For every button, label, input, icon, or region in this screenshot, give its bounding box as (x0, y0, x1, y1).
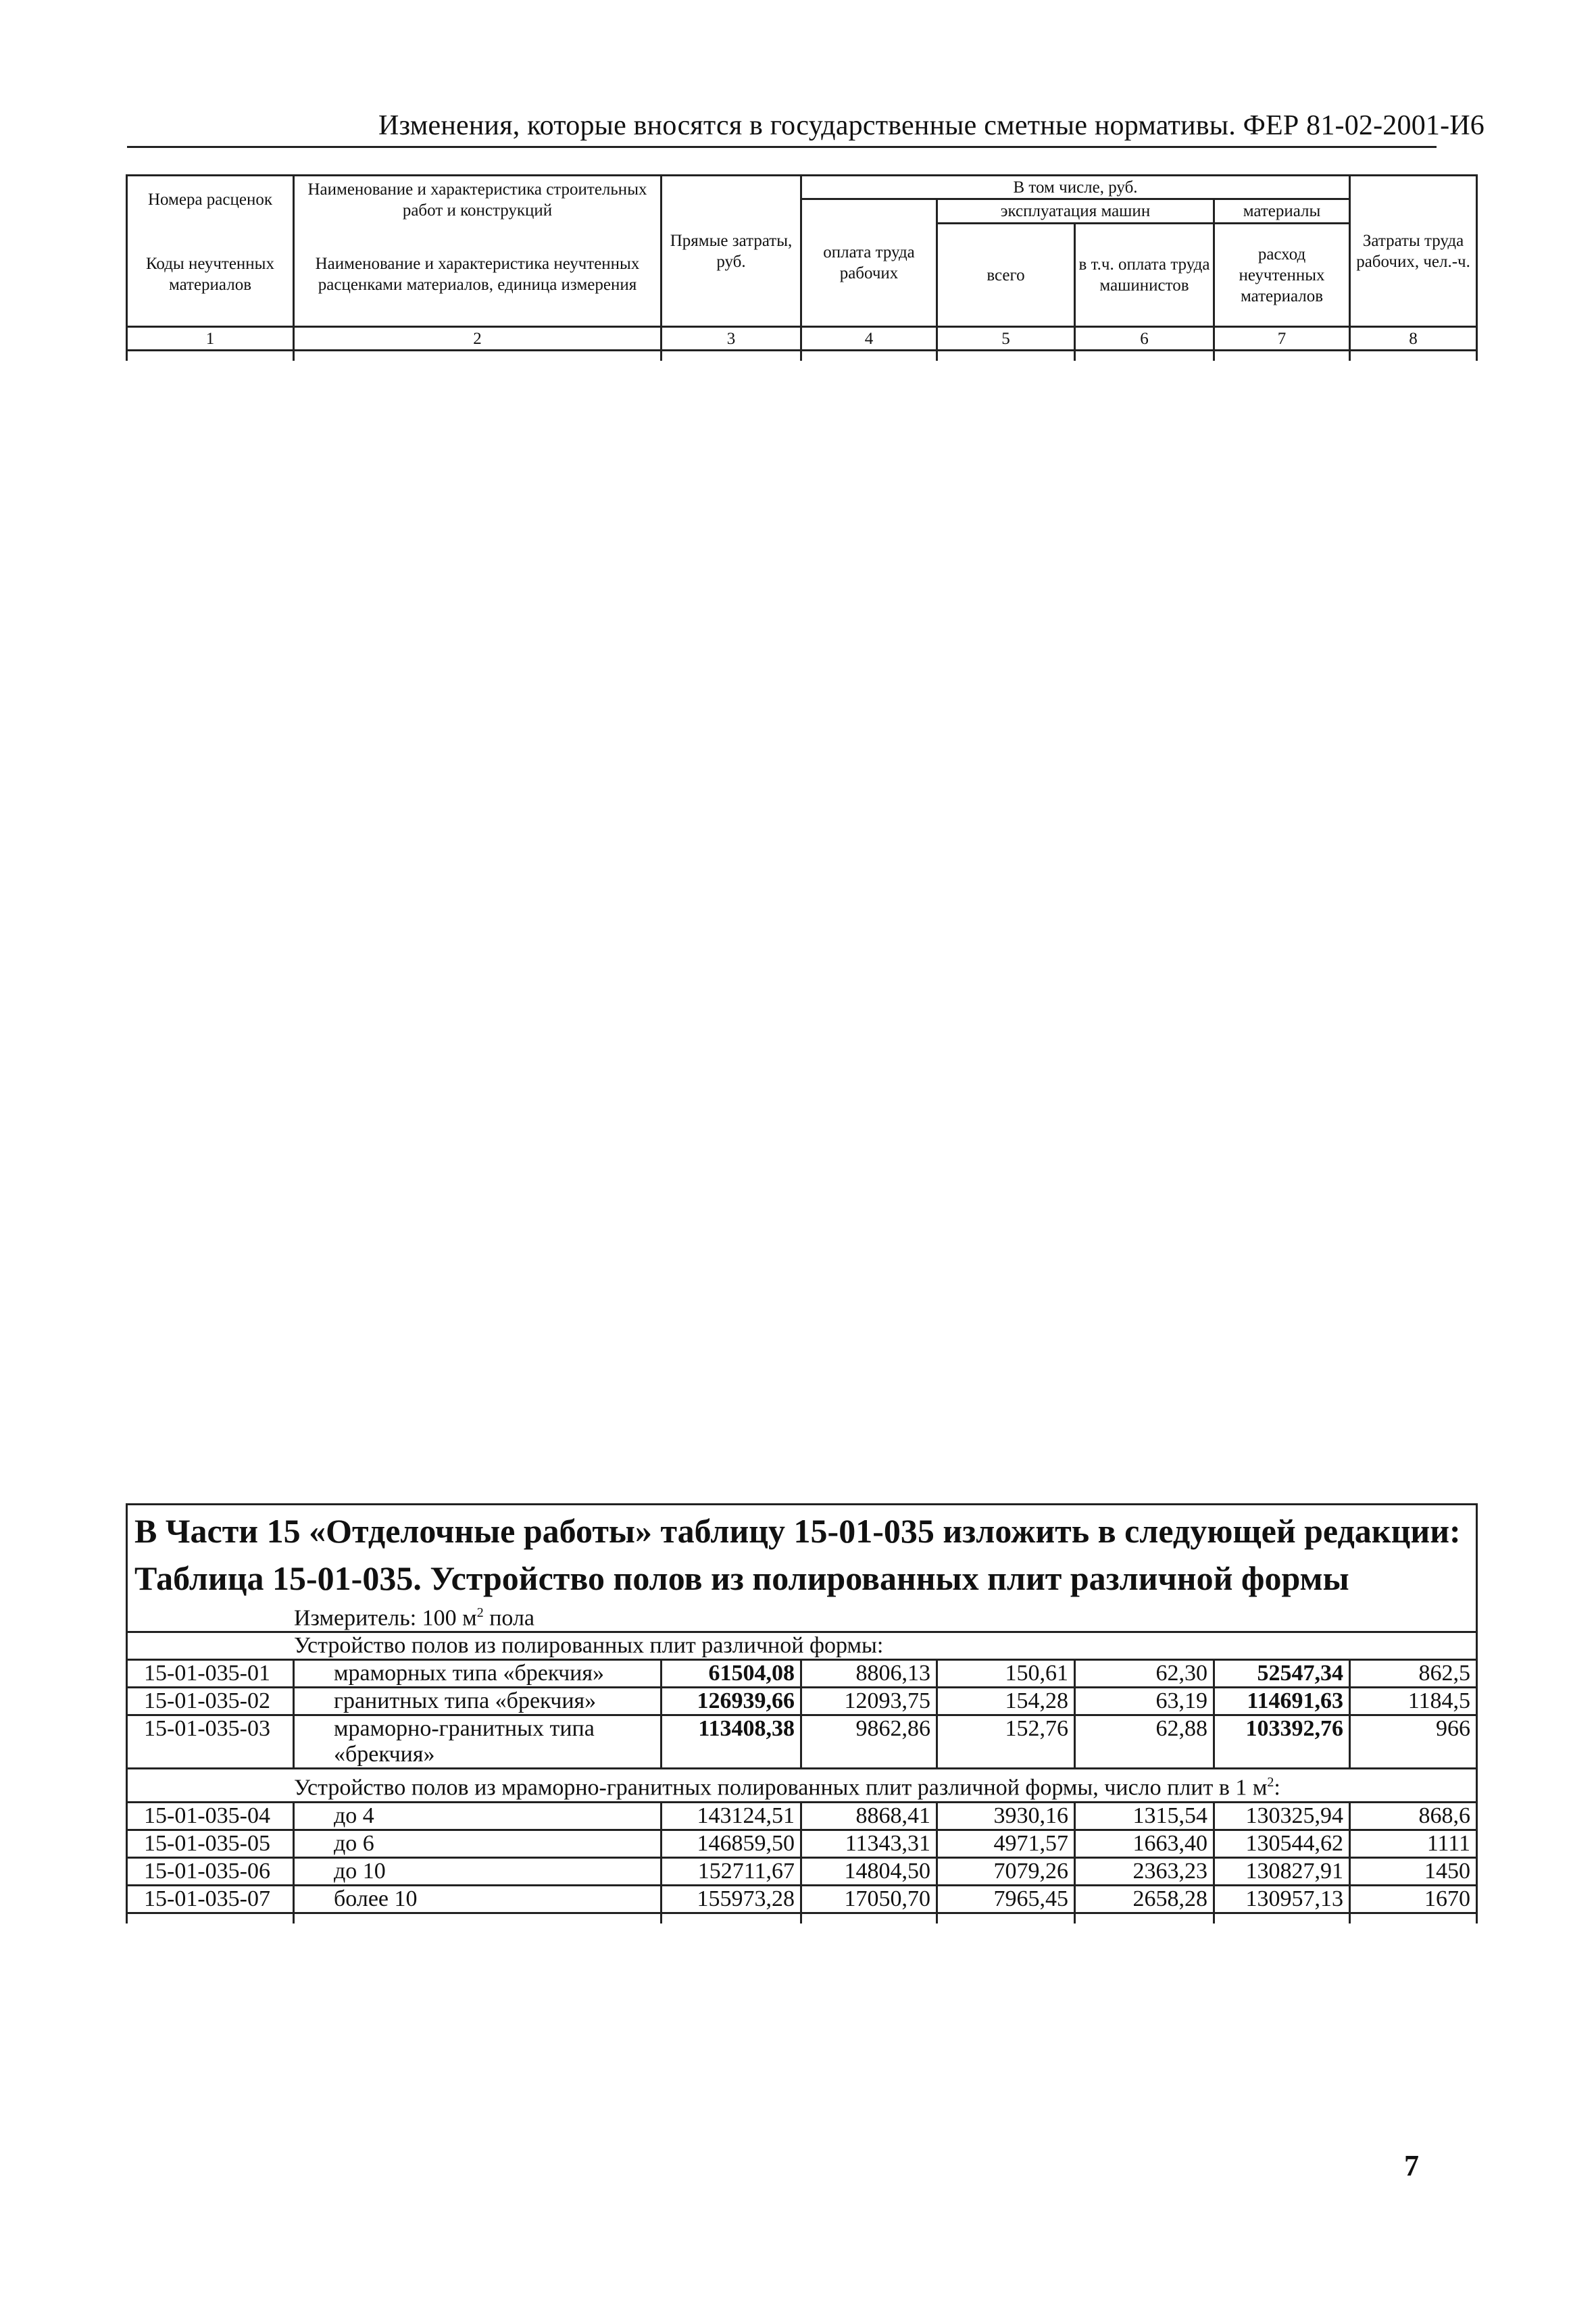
cell-name: более 10 (294, 1885, 662, 1913)
cell-direct: 146859,50 (662, 1830, 801, 1857)
cell-oper: 62,30 (1075, 1660, 1214, 1688)
cell-pay: 9862,86 (801, 1715, 937, 1769)
header-rule (127, 146, 1437, 148)
cell-mach: 7965,45 (937, 1885, 1075, 1913)
cell-oper: 1663,40 (1075, 1830, 1214, 1857)
section-heading-1: Устройство полов из полированных плит различной формы: (127, 1632, 1477, 1660)
cell-mach: 7079,26 (937, 1857, 1075, 1885)
table-title: Таблица 15-01-035. Устройство полов из полированных плит различной формы (127, 1557, 1477, 1600)
cell-mat: 52547,34 (1214, 1660, 1350, 1688)
section-heading-2: Устройство полов из мраморно-гранитных полированных плит различной формы, число плит в 1 $м^2$: (127, 1769, 1477, 1802)
cell-mat: 114691,63 (1214, 1688, 1350, 1715)
cell-mat: 130827,91 (1214, 1857, 1350, 1885)
table-row (127, 1660, 1477, 1688)
cell-code: 15-01-035-07 (127, 1885, 294, 1913)
cell-oper: 2363,23 (1075, 1857, 1214, 1885)
header-material-codes: Коды неучтенных материалов (127, 224, 294, 327)
cell-mat: 130544,62 (1214, 1830, 1350, 1857)
cell-direct: 113408,38 (662, 1715, 801, 1769)
cell-pay: 14804,50 (801, 1857, 937, 1885)
header-machine-total: всего (937, 224, 1075, 327)
intro-text: В Части 15 «Отделочные работы» таблицу 15-01-035 изложить в следующей редакции: (127, 1505, 1477, 1557)
col-num: 6 (1075, 327, 1214, 351)
table-row (127, 1688, 1477, 1715)
cell-labor: 1184,5 (1350, 1688, 1477, 1715)
table-row (127, 1715, 1477, 1769)
header-material-name: Наименование и характеристика неучтенных расценками материалов, единица измерения (294, 224, 662, 327)
cell-mach: 152,76 (937, 1715, 1075, 1769)
header-rates-no: Номера расценок (127, 176, 294, 224)
cell-mach: 150,61 (937, 1660, 1075, 1688)
cell-oper: 1315,54 (1075, 1802, 1214, 1830)
cell-pay: 17050,70 (801, 1885, 937, 1913)
cell-labor: 1450 (1350, 1857, 1477, 1885)
cell-oper: 2658,28 (1075, 1885, 1214, 1913)
col-num: 4 (801, 327, 937, 351)
table-row (127, 1857, 1477, 1885)
cell-mat: 103392,76 (1214, 1715, 1350, 1769)
cell-code: 15-01-035-03 (127, 1715, 294, 1769)
cell-pay: 8806,13 (801, 1660, 937, 1688)
cell-pay: 12093,75 (801, 1688, 937, 1715)
col-num: 1 (127, 327, 294, 351)
col-num: 5 (937, 327, 1075, 351)
cell-name: мраморных типа «брекчия» (294, 1660, 662, 1688)
measure-unit: Измеритель: 100 $м^2$ пола (127, 1600, 1477, 1632)
col-num: 8 (1350, 327, 1477, 351)
header-operator-pay: в т.ч. оплата труда машинистов (1075, 224, 1214, 327)
cell-pay: 8868,41 (801, 1802, 937, 1830)
table-row (127, 1802, 1477, 1830)
column-header-table (126, 174, 1478, 361)
cell-direct: 143124,51 (662, 1802, 801, 1830)
cell-direct: 152711,67 (662, 1857, 801, 1885)
cell-code: 15-01-035-01 (127, 1660, 294, 1688)
cell-labor: 966 (1350, 1715, 1477, 1769)
header-materials: материалы (1214, 199, 1350, 224)
cell-oper: 62,88 (1075, 1715, 1214, 1769)
cell-mat: 130957,13 (1214, 1885, 1350, 1913)
column-number-row (127, 327, 1477, 351)
cell-mach: 4971,57 (937, 1830, 1075, 1857)
cell-name: гранитных типа «брекчия» (294, 1688, 662, 1715)
header-machine-operation: эксплуатация машин (937, 199, 1214, 224)
cell-direct: 155973,28 (662, 1885, 801, 1913)
cell-code: 15-01-035-04 (127, 1802, 294, 1830)
header-labor-costs: Затраты труда рабочих, чел.-ч. (1350, 176, 1477, 327)
cell-labor: 1670 (1350, 1885, 1477, 1913)
document-header-title: Изменения, которые вносятся в государственные сметные нормативы. ФЕР 81-02-2001-И6 (378, 110, 1485, 141)
cell-pay: 11343,31 (801, 1830, 937, 1857)
cell-mach: 154,28 (937, 1688, 1075, 1715)
page-number: 7 (1404, 2149, 1419, 2182)
cell-oper: 63,19 (1075, 1688, 1214, 1715)
header-work-name: Наименование и характеристика строительных работ и конструкций (294, 176, 662, 224)
cell-labor: 862,5 (1350, 1660, 1477, 1688)
header-direct-costs: Прямые затраты, руб. (662, 176, 801, 327)
cell-code: 15-01-035-05 (127, 1830, 294, 1857)
rates-table (126, 1503, 1478, 1923)
cell-name: до 10 (294, 1857, 662, 1885)
cell-labor: 868,6 (1350, 1802, 1477, 1830)
table-row (127, 1885, 1477, 1913)
header-materials-consumption: расход неучтенных материалов (1214, 224, 1350, 327)
cell-code: 15-01-035-02 (127, 1688, 294, 1715)
cell-labor: 1111 (1350, 1830, 1477, 1857)
col-num: 3 (662, 327, 801, 351)
table-row (127, 1830, 1477, 1857)
header-worker-pay: оплата труда рабочих (801, 199, 937, 327)
header-including: В том числе, руб. (801, 176, 1350, 199)
cell-name: до 6 (294, 1830, 662, 1857)
cell-direct: 126939,66 (662, 1688, 801, 1715)
col-num: 2 (294, 327, 662, 351)
cell-name: до 4 (294, 1802, 662, 1830)
cell-mach: 3930,16 (937, 1802, 1075, 1830)
cell-name: мраморно-гранитных типа «брекчия» (294, 1715, 662, 1769)
cell-direct: 61504,08 (662, 1660, 801, 1688)
cell-code: 15-01-035-06 (127, 1857, 294, 1885)
cell-mat: 130325,94 (1214, 1802, 1350, 1830)
col-num: 7 (1214, 327, 1350, 351)
